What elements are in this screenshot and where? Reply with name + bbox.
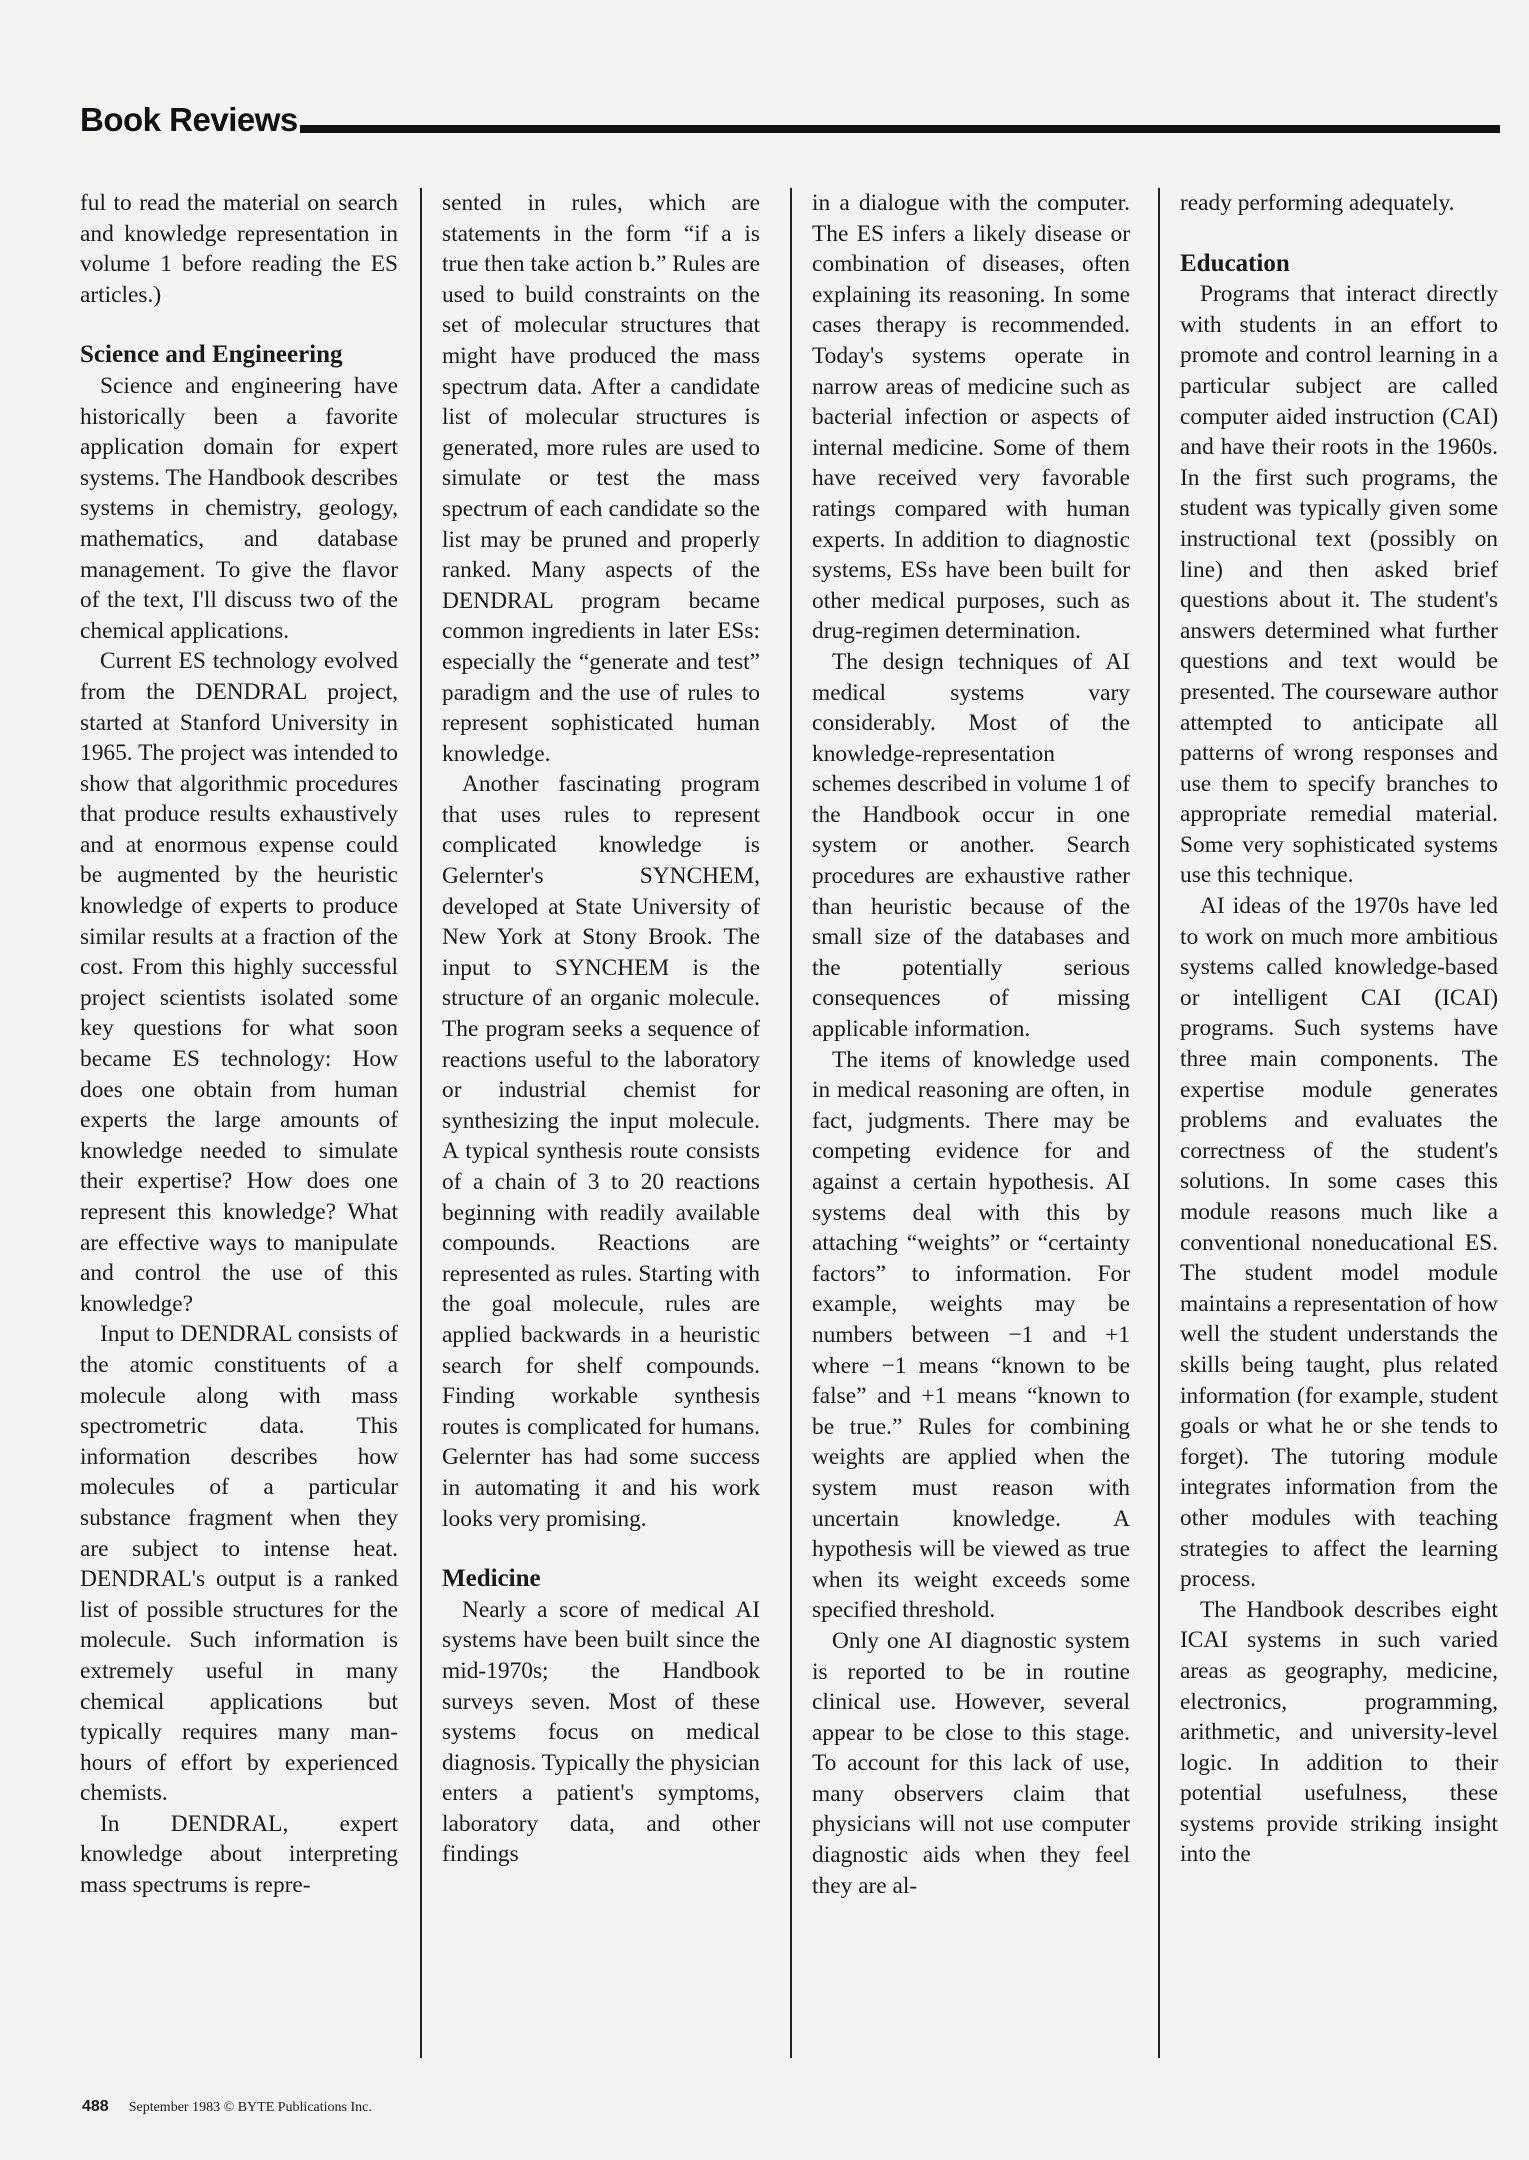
paragraph: AI ideas of the 1970s have led to work on much more ambitious systems called knowledge-based or intelligent CAI (ICAI) programs. Such systems have three main components. The expertise module generates problems and evaluates the correctness of the student's solutions. In some cases this module reasons much like a conventional noneducational ES. The student model module maintains a representation of how well the student understands the skills being taught, plus related information (for example, student goals or what he or she tends to forget). The tutoring module integrates information from the other modules with teaching strategies to affect the learning process. [1180, 893, 1498, 1593]
paragraph: in a dialogue with the computer. The ES infers a likely disease or combination of diseases, often explaining its reasoning. In some cases therapy is recommended. Today's systems operate in narrow areas of medicine such as bacterial infection or aspects of internal medicine. Some of them have received very favorable ratings compared with human experts. In addition to diagnostic systems, ESs have been built for other medical purposes, such as drug-regimen determination. [812, 190, 1130, 645]
column-1 [80, 188, 398, 2068]
paragraph: Programs that interact directly with students in an effort to promote and control learning in a particular subject are called computer aided instruction (CAI) and have their roots in the 1960s. In the first such programs, the student was typically given some instructional text (possibly on line) and then asked brief questions about it. The student's answers determined what further questions and text would be presented. The courseware author attempted to anticipate all patterns of wrong responses and use them to specify branches to appropriate remedial material. Some very sophisticated systems use this technique. [1180, 281, 1498, 889]
section-heading: Education [1180, 249, 1290, 277]
page-number: 488 [82, 2098, 109, 2115]
paragraph: Science and engineering have historically been a favorite application domain for expert systems. The Handbook describes systems in chemistry, geology, mathematics, and database management. To give the flavor of the text, I'll discuss two of the chemical applications. [80, 372, 398, 644]
header-rule [300, 125, 1500, 133]
paragraph: Nearly a score of medical AI systems have been built since the mid-1970s; the Handbook surveys seven. Most of these systems focus on medical diagnosis. Typically the physician enters a patient's symptoms, laboratory data, and other findings [442, 1596, 760, 1868]
section-title: Book Reviews [80, 101, 298, 138]
column-divider [420, 188, 422, 2058]
section-heading: Science and Engineering [80, 341, 343, 369]
paragraph: The Handbook describes eight ICAI systems in such varied areas as geography, medicine, electronics, programming, arithmetic, and university-level logic. In addition to their potential usefulness, these systems provide striking insight into the [1180, 1596, 1498, 1868]
publication-credit: September 1983 © BYTE Publications Inc. [128, 2100, 372, 2115]
column-3 [812, 188, 1130, 2068]
paragraph: In DENDRAL, expert knowledge about interpreting mass spectrums is repre- [80, 1810, 398, 1899]
section-heading: Medicine [442, 1565, 541, 1593]
column-4 [1180, 188, 1498, 2068]
paragraph: The design techniques of AI medical systems vary considerably. Most of the knowledge-representation schemes described in volume 1 of the Handbook occur in one system or another. Search procedures are exhaustive rather than heuristic because of the small size of the databases and the potentially serious consequences of missing applicable information. [812, 648, 1130, 1043]
column-divider [790, 188, 792, 2058]
paragraph: Current ES technology evolved from the DENDRAL project, started at Stanford University in 1965. The project was intended to show that algorithmic procedures that produce results exhaustively and at enormous expense could be augmented by the heuristic knowledge of experts to produce similar results at a fraction of the cost. From this highly successful project scientists isolated some key questions for what soon became ES technology: How does one obtain from human experts the large amounts of knowledge needed to simulate their expertise? How does one represent this knowledge? What are effective ways to manipulate and control the use of this knowledge? [80, 648, 398, 1317]
paragraph: sented in rules, which are statements in the form “if a is true then take action b.” Rules are used to build constraints on the set of molecular structures that might have produced the mass spectrum data. After a candidate list of molecular structures is generated, more rules are used to simulate or test the mass spectrum of each candidate so the list may be pruned and properly ranked. Many aspects of the DENDRAL program became common ingredients in later ESs: especially the “generate and test” paradigm and the use of rules to represent sophisticated human knowledge. [442, 190, 760, 767]
section-header [80, 96, 1500, 136]
paragraph: ready performing adequately. [1180, 190, 1455, 216]
paragraph: Input to DENDRAL consists of the atomic constituents of a molecule along with mass spectrometric data. This information describes how molecules of a particular substance fragment when they are subject to intense heat. DENDRAL's output is a ranked list of possible structures for the molecule. Such information is extremely useful in many chemical applications but typically requires many man-hours of effort by experienced chemists. [80, 1321, 398, 1807]
column-divider [1158, 188, 1160, 2058]
paragraph: Only one AI diagnostic system is reported to be in routine clinical use. However, several appear to be close to this stage. To account for this lack of use, many observers claim that physicians will not use computer diagnostic aids when they feel they are al- [812, 1627, 1130, 1899]
column-2 [442, 188, 760, 2068]
page-footer [82, 2098, 372, 2116]
paragraph: ful to read the material on search and knowledge representation in volume 1 before reading the ES articles.) [80, 190, 398, 308]
article-body [80, 188, 1500, 2068]
paragraph: The items of knowledge used in medical reasoning are often, in fact, judgments. There may be competing evidence for and against a certain hypothesis. AI systems deal with this by attaching “weights” or “certainty factors” to information. For example, weights may be numbers between −1 and +1 where −1 means “known to be false” and +1 means “known to be true.” Rules for combining weights are applied when the system must reason with uncertain knowledge. A hypothesis will be viewed as true when its weight exceeds some specified threshold. [812, 1046, 1130, 1624]
paragraph: Another fascinating program that uses rules to represent complicated knowledge is Gelernter's SYNCHEM, developed at State University of New York at Stony Brook. The input to SYNCHEM is the structure of an organic molecule. The program seeks a sequence of reactions useful to the laboratory or industrial chemist for synthesizing the input molecule. A typical synthesis route consists of a chain of 3 to 20 reactions beginning with readily available compounds. Reactions are represented as rules. Starting with the goal molecule, rules are applied backwards in a heuristic search for shelf compounds. Finding workable synthesis routes is complicated for humans. Gelernter has had some success in automating it and his work looks very promising. [442, 771, 760, 1532]
